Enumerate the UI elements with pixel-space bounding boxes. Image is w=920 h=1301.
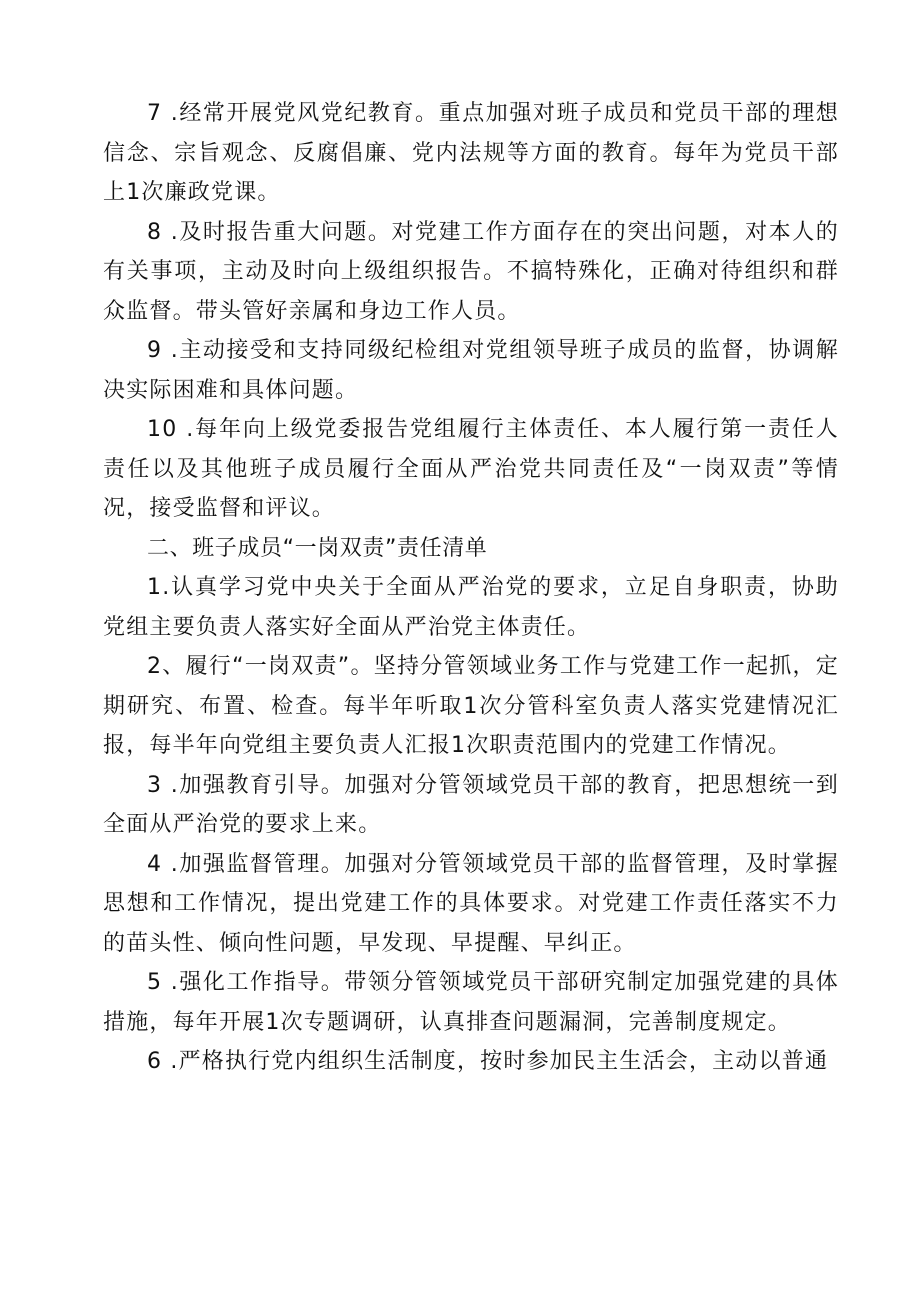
paragraph-duty-5: 5 .强化工作指导。带领分管领域党员干部研究制定加强党建的具体措施，每年开展1次专题调研，认真排查问题漏洞，完善制度规定。 (103, 970, 839, 1035)
document-body (103, 94, 839, 1082)
section-heading: 二、班子成员“一岗双责”责任清单 (147, 535, 488, 561)
paragraph-duty-2: 2、履行“一岗双责”。坚持分管领域业务工作与党建工作一起抓，定期研究、布置、检查。每半年听取1次分管科室负责人落实党建情况汇报，每半年向党组主要负责人汇报1次职责范围内的党建工作情况。 (103, 654, 839, 758)
paragraph-duty-4: 4 .加强监督管理。加强对分管领域党员干部的监督管理，及时掌握思想和工作情况，提出党建工作的具体要求。对党建工作责任落实不力的苗头性、倾向性问题，早发现、早提醒、早纠正。 (103, 851, 839, 956)
paragraph-item-10: 10 .每年向上级党委报告党组履行主体责任、本人履行第一责任人责任以及其他班子成员履行全面从严治党共同责任及“一岗双责”等情况，接受监督和评议。 (103, 417, 839, 521)
paragraph-duty-3: 3 .加强教育引导。加强对分管领域党员干部的教育，把思想统一到全面从严治党的要求上来。 (103, 772, 839, 837)
paragraph-item-8: 8 .及时报告重大问题。对党建工作方面存在的突出问题，对本人的有关事项，主动及时向上级组织报告。不搞特殊化，正确对待组织和群众监督。带头管好亲属和身边工作人员。 (103, 219, 839, 324)
paragraph-item-9: 9 .主动接受和支持同级纪检组对党组领导班子成员的监督，协调解决实际困难和具体问题。 (103, 338, 839, 403)
paragraph-item-7: 7 .经常开展党风党纪教育。重点加强对班子成员和党员干部的理想信念、宗旨观念、反腐倡廉、党内法规等方面的教育。每年为党员干部上1次廉政党课。 (103, 101, 839, 205)
paragraph-duty-1: 1.认真学习党中央关于全面从严治党的要求，立足自身职责，协助党组主要负责人落实好全面从严治党主体责任。 (103, 575, 839, 640)
paragraph-duty-6: 6 .严格执行党内组织生活制度，按时参加民主生活会，主动以普通 (147, 1049, 829, 1074)
